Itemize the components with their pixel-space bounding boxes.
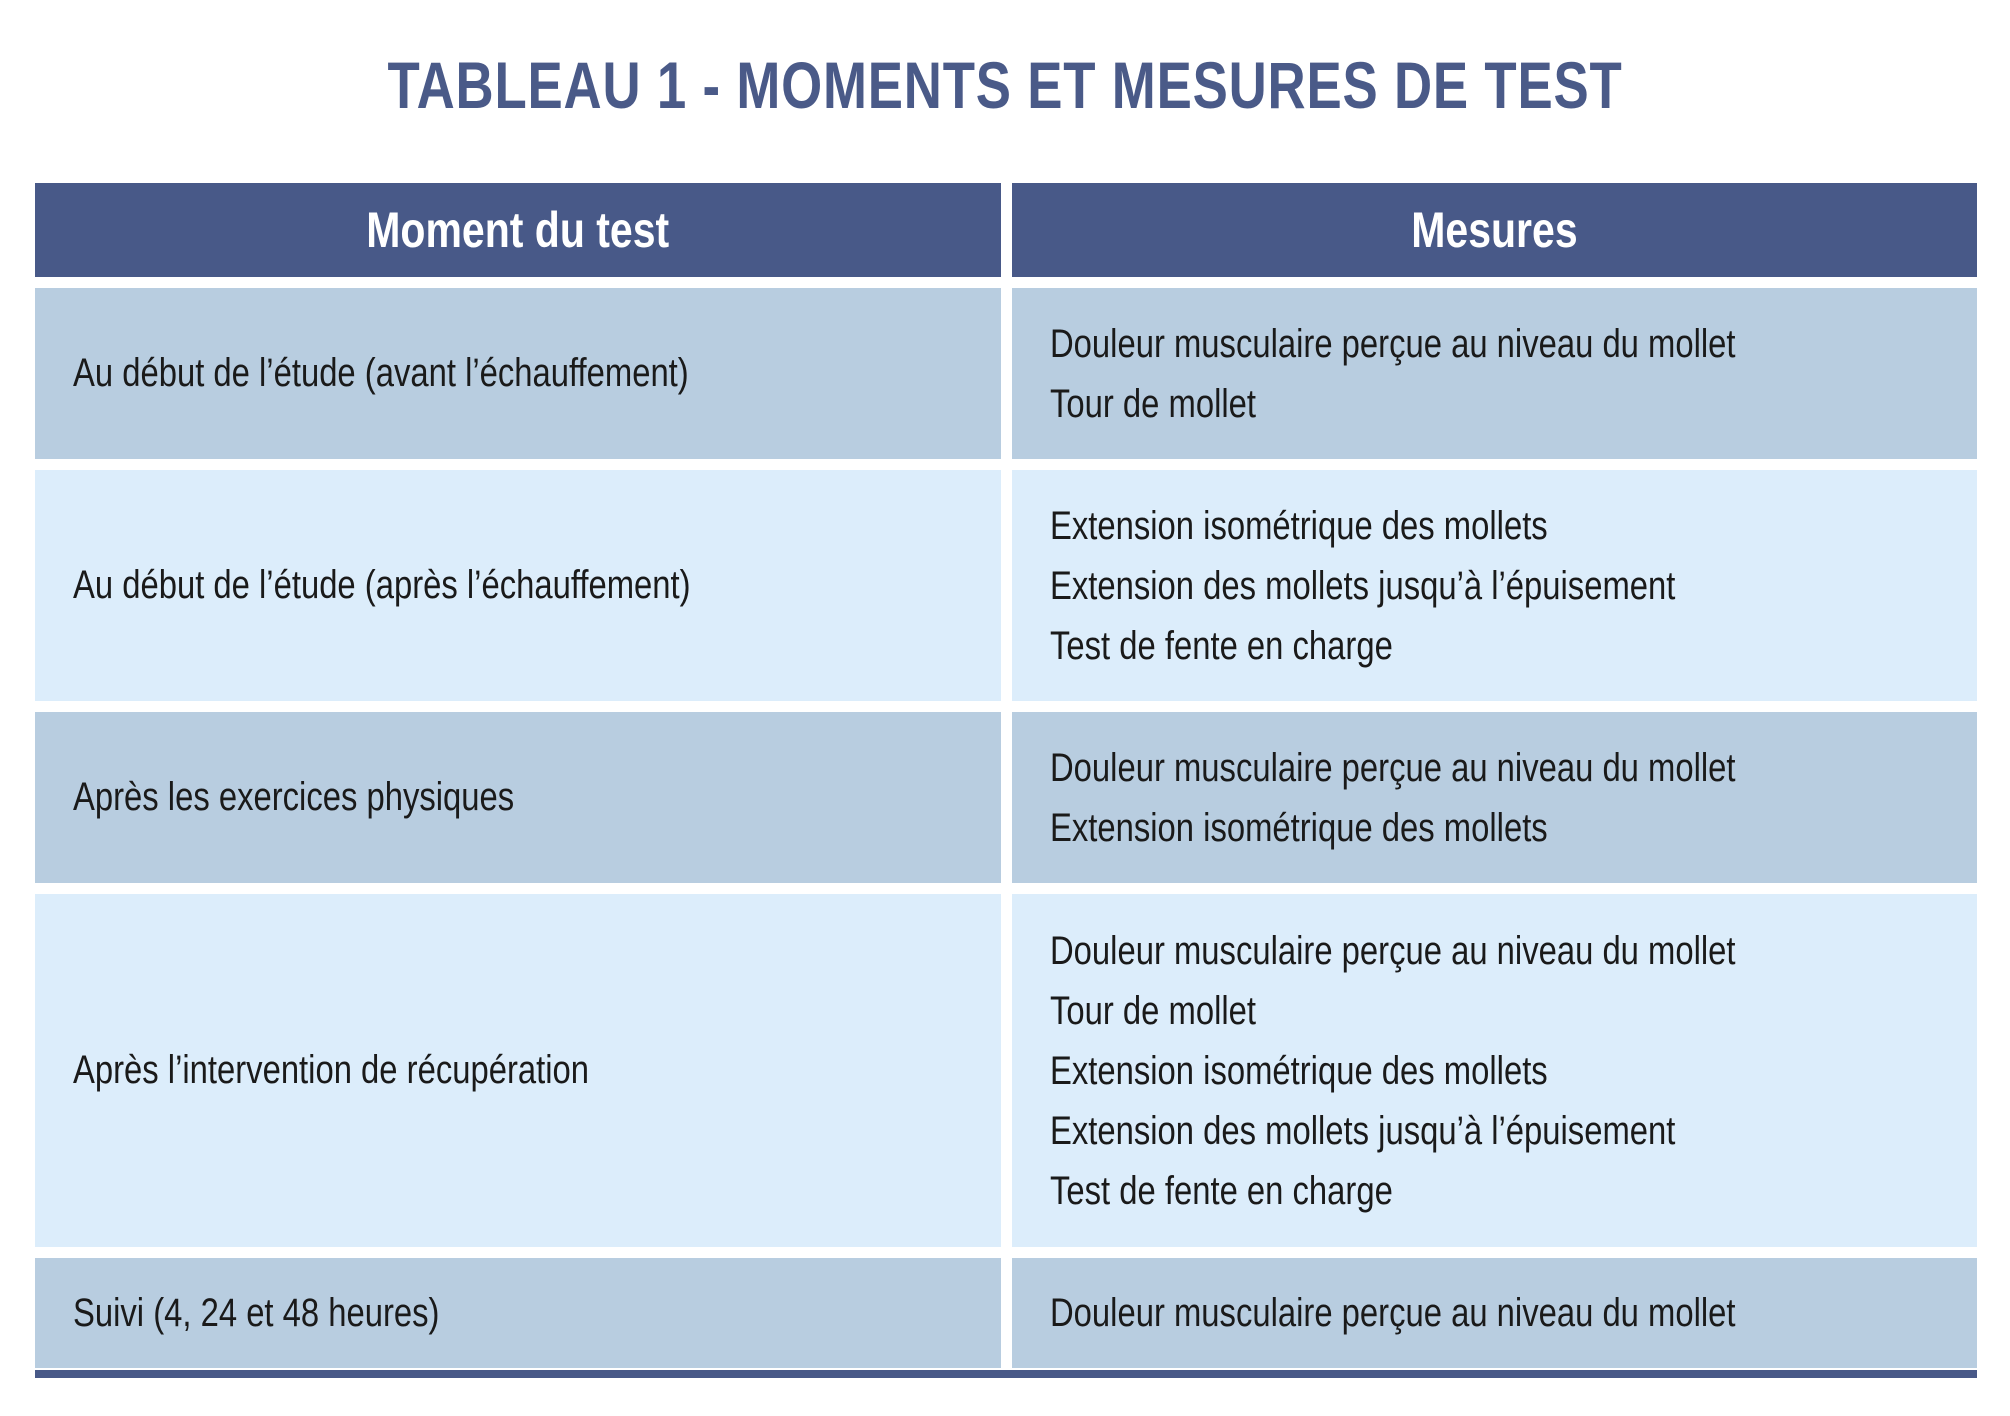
table-row	[35, 288, 1977, 459]
moment-label: Après les exercices physiques	[73, 775, 515, 819]
table-header-row	[35, 183, 1977, 277]
measure-item: Douleur musculaire perçue au niveau du mollet	[1050, 1291, 1736, 1335]
measure-item: Test de fente en charge	[1050, 1168, 1393, 1213]
moment-cell	[35, 470, 1001, 701]
measure-item: Tour de mollet	[1050, 988, 1257, 1033]
header-measures	[1012, 183, 1977, 277]
measures-cell	[1012, 470, 1977, 701]
measure-item: Douleur musculaire perçue au niveau du mollet	[1050, 321, 1736, 366]
moment-cell	[35, 288, 1001, 459]
measure-item: Extension des mollets jusqu’à l’épuisement	[1050, 1108, 1676, 1153]
table-row	[35, 1258, 1977, 1368]
header-measures-label: Mesures	[1411, 202, 1578, 258]
table-row	[35, 712, 1977, 883]
moment-label: Au début de l’étude (après l’échauffement)	[73, 563, 691, 607]
moment-label: Après l’intervention de récupération	[73, 1048, 589, 1092]
measure-item: Douleur musculaire perçue au niveau du mollet	[1050, 745, 1736, 790]
table-row	[35, 470, 1977, 701]
measure-item: Extension des mollets jusqu’à l’épuisement	[1050, 563, 1676, 608]
table-row	[35, 894, 1977, 1247]
moment-label: Suivi (4, 24 et 48 heures)	[73, 1290, 440, 1335]
measure-item: Extension isométrique des mollets	[1050, 1048, 1548, 1093]
measure-item: Extension isométrique des mollets	[1050, 805, 1548, 850]
measure-item: Douleur musculaire perçue au niveau du mollet	[1050, 928, 1736, 973]
moment-cell	[35, 894, 1001, 1247]
measures-cell	[1012, 288, 1977, 459]
measures-cell	[1012, 712, 1977, 883]
measure-item: Tour de mollet	[1050, 381, 1257, 426]
moment-cell	[35, 712, 1001, 883]
measures-cell	[1012, 894, 1977, 1247]
table-title: TABLEAU 1 - MOMENTS ET MESURES DE TEST	[387, 48, 1623, 122]
measure-item: Extension isométrique des mollets	[1050, 503, 1548, 548]
header-moment	[35, 183, 1001, 277]
table-bottom-rule	[35, 1370, 1977, 1378]
measure-item: Test de fente en charge	[1050, 623, 1393, 668]
header-moment-label: Moment du test	[366, 202, 670, 258]
measures-table	[35, 183, 1977, 1368]
measures-cell	[1012, 1258, 1977, 1368]
moment-cell	[35, 1258, 1001, 1368]
moment-label: Au début de l’étude (avant l’échauffement)	[73, 351, 689, 395]
